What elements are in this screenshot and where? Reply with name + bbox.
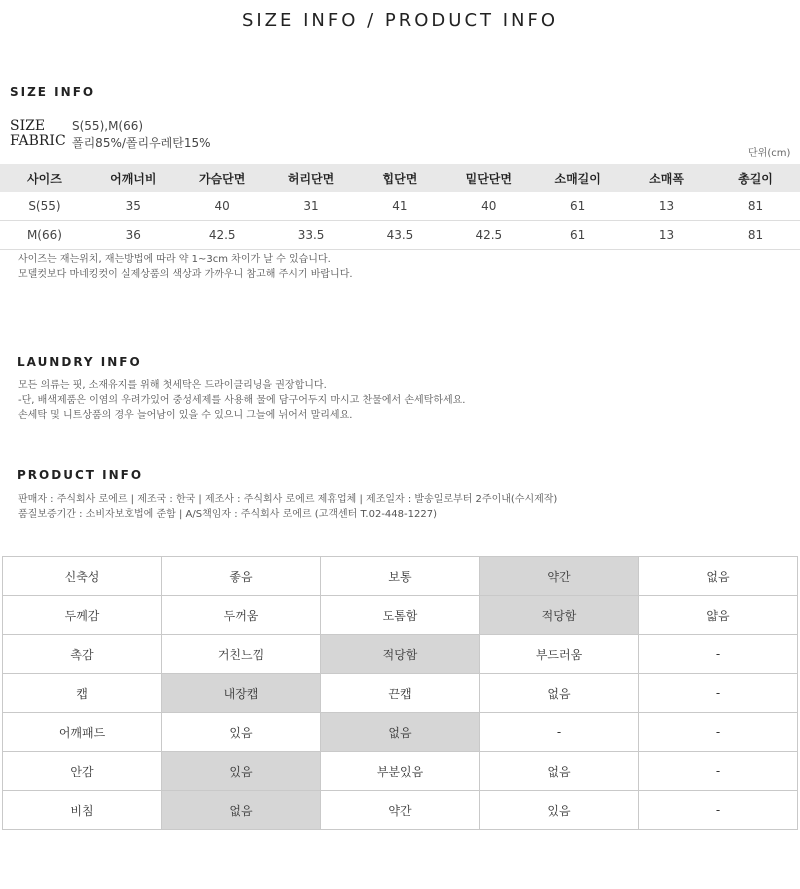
laundry-line: 모든 의류는 핏, 소재유지를 위해 첫세탁은 드라이클리닝을 권장합니다. xyxy=(18,380,327,391)
feel-option-cell: 약간 xyxy=(480,557,639,596)
feel-option-cell: 보통 xyxy=(321,557,480,596)
feel-option-cell: 없음 xyxy=(480,674,639,713)
col-header-hip: 힙단면 xyxy=(356,164,445,192)
table-cell: 13 xyxy=(622,221,711,250)
feel-option-cell: 적당함 xyxy=(480,596,639,635)
size-notes xyxy=(18,252,353,282)
feel-option-cell: 없음 xyxy=(321,713,480,752)
feel-row xyxy=(3,635,798,674)
laundry-line: -단, 배색제품은 이염의 우려가있어 중성세제를 사용해 물에 담구어두지 마시고 찬물에서 손세탁하세요. xyxy=(18,395,466,406)
table-cell: 13 xyxy=(622,192,711,221)
feel-option-cell: - xyxy=(639,752,798,791)
table-row xyxy=(0,192,800,221)
laundry-info-heading: LAUNDRY INFO xyxy=(17,355,142,369)
feel-option-cell: 약간 xyxy=(321,791,480,830)
col-header-total-length: 총길이 xyxy=(711,164,800,192)
size-table xyxy=(0,164,800,250)
feel-option-cell: 끈캡 xyxy=(321,674,480,713)
table-row xyxy=(0,221,800,250)
table-cell: 61 xyxy=(533,192,622,221)
col-header-waist: 허리단면 xyxy=(267,164,356,192)
feel-option-cell: - xyxy=(639,713,798,752)
col-header-shoulder: 어깨너비 xyxy=(89,164,178,192)
feel-option-cell: - xyxy=(639,635,798,674)
feel-option-cell: 좋음 xyxy=(162,557,321,596)
page-title: SIZE INFO / PRODUCT INFO xyxy=(241,10,559,31)
table-cell: 41 xyxy=(356,192,445,221)
feel-row xyxy=(3,557,798,596)
feel-row xyxy=(3,752,798,791)
feel-row xyxy=(3,674,798,713)
feel-attribute-label: 비침 xyxy=(3,791,162,830)
table-cell: 40 xyxy=(444,192,533,221)
fabric-label: FABRIC xyxy=(10,133,66,149)
col-header-sleeve-length: 소매길이 xyxy=(533,164,622,192)
product-line: 품질보증기간 : 소비자보호법에 준함 | A/S책임자 : 주식회사 로에르 (고객센터 T.02-448-1227) xyxy=(18,509,437,520)
feel-option-cell: 있음 xyxy=(480,791,639,830)
feel-attribute-label: 안감 xyxy=(3,752,162,791)
feel-option-cell: 부드러움 xyxy=(480,635,639,674)
table-cell: M(66) xyxy=(0,221,89,250)
feel-option-cell: - xyxy=(639,791,798,830)
feel-option-cell: 있음 xyxy=(162,713,321,752)
feel-option-cell: 있음 xyxy=(162,752,321,791)
feel-option-cell: 얇음 xyxy=(639,596,798,635)
feel-row xyxy=(3,791,798,830)
feel-attribute-label: 캡 xyxy=(3,674,162,713)
feel-attribute-label: 두께감 xyxy=(3,596,162,635)
size-table-header-row xyxy=(0,164,800,192)
size-note-line: 사이즈는 재는위치, 재는방법에 따라 약 1~3cm 차이가 날 수 있습니다. xyxy=(18,254,331,265)
table-cell: 31 xyxy=(267,192,356,221)
product-line: 판매자 : 주식회사 로에르 | 제조국 : 한국 | 제조사 : 주식회사 로에르 제휴업체 | 제조일자 : 발송일로부터 2주이내(수시제작) xyxy=(18,494,558,505)
feel-option-cell: 도톰함 xyxy=(321,596,480,635)
table-cell: 61 xyxy=(533,221,622,250)
table-cell: 42.5 xyxy=(178,221,267,250)
table-cell: 43.5 xyxy=(356,221,445,250)
size-note-line: 모델컷보다 마네킹컷이 실제상품의 색상과 가까우니 참고해 주시기 바랍니다. xyxy=(18,269,353,280)
feel-option-cell: 없음 xyxy=(162,791,321,830)
table-cell: 36 xyxy=(89,221,178,250)
table-cell: S(55) xyxy=(0,192,89,221)
col-header-sleeve-width: 소매폭 xyxy=(622,164,711,192)
product-info-heading: PRODUCT INFO xyxy=(17,468,144,482)
feel-attribute-label: 촉감 xyxy=(3,635,162,674)
size-label: SIZE xyxy=(10,118,46,134)
fabric-value: 폴리85%/폴리우레탄15% xyxy=(72,136,211,150)
laundry-text xyxy=(18,378,465,423)
fabric-feel-table xyxy=(2,556,798,830)
feel-attribute-label: 신축성 xyxy=(3,557,162,596)
table-cell: 42.5 xyxy=(444,221,533,250)
feel-option-cell: 적당함 xyxy=(321,635,480,674)
feel-option-cell: - xyxy=(639,674,798,713)
table-cell: 40 xyxy=(178,192,267,221)
feel-option-cell: 내장캡 xyxy=(162,674,321,713)
product-text xyxy=(18,492,557,522)
feel-row xyxy=(3,713,798,752)
col-header-hem: 밑단단면 xyxy=(444,164,533,192)
feel-option-cell: 없음 xyxy=(480,752,639,791)
feel-option-cell: 거친느낌 xyxy=(162,635,321,674)
feel-attribute-label: 어깨패드 xyxy=(3,713,162,752)
col-header-size: 사이즈 xyxy=(0,164,89,192)
table-cell: 81 xyxy=(711,192,800,221)
feel-option-cell: 없음 xyxy=(639,557,798,596)
size-value: S(55),M(66) xyxy=(72,119,144,133)
table-cell: 81 xyxy=(711,221,800,250)
unit-label: 단위(cm) xyxy=(748,148,791,159)
feel-option-cell: 두꺼움 xyxy=(162,596,321,635)
laundry-line: 손세탁 및 니트상품의 경우 늘어남이 있을 수 있으니 그늘에 뉘어서 말리세요. xyxy=(18,410,353,421)
col-header-chest: 가슴단면 xyxy=(178,164,267,192)
table-cell: 35 xyxy=(89,192,178,221)
feel-option-cell: 부분있음 xyxy=(321,752,480,791)
table-cell: 33.5 xyxy=(267,221,356,250)
feel-row xyxy=(3,596,798,635)
feel-option-cell: - xyxy=(480,713,639,752)
size-info-heading: SIZE INFO xyxy=(10,85,96,99)
